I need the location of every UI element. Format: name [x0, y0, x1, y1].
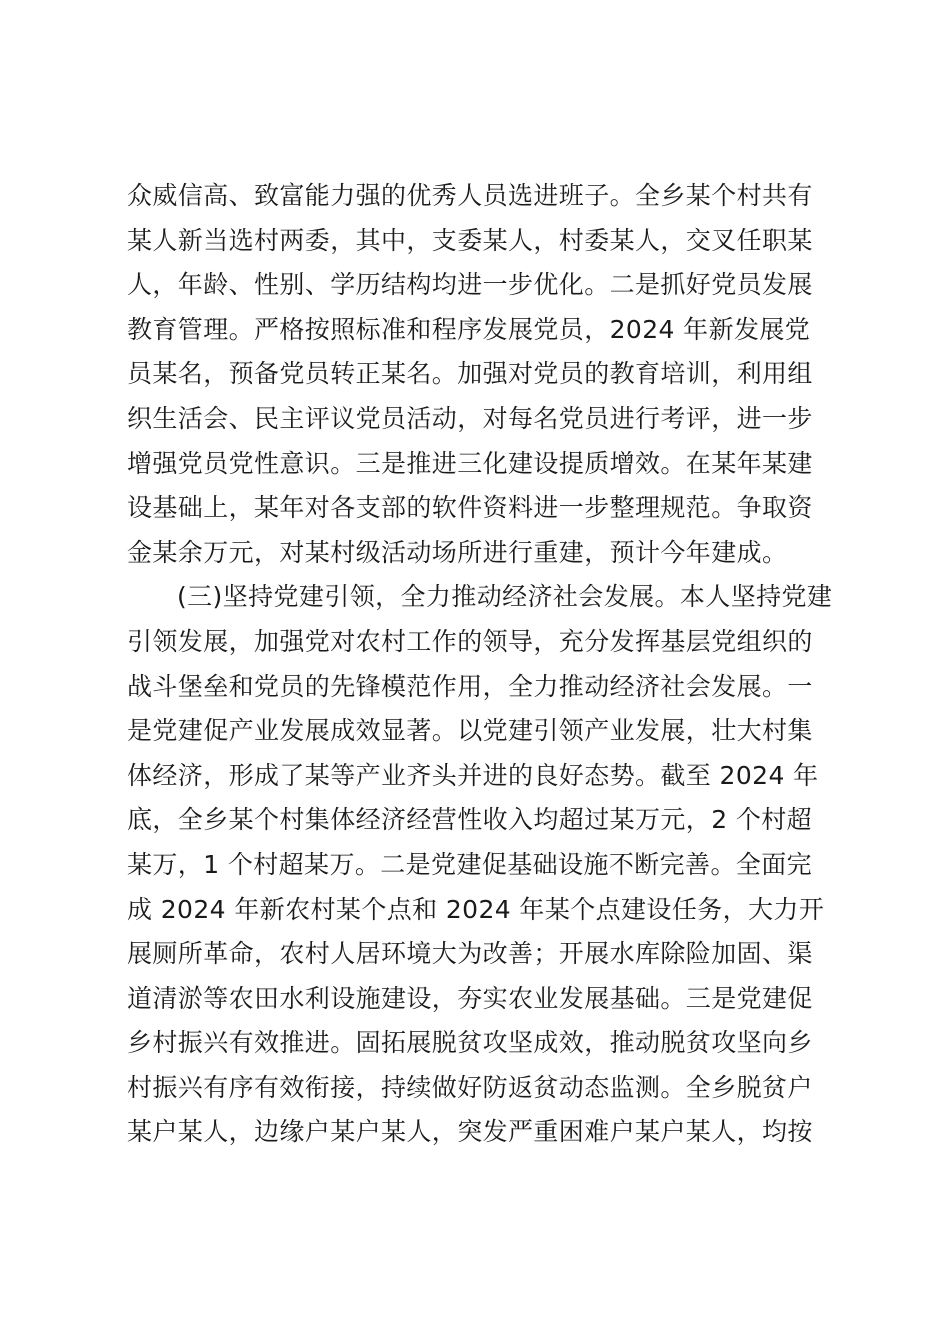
text-line: 增强党员党性意识。三是推进三化建设提质增效。在某年某建 — [127, 448, 813, 478]
text-line: 是党建促产业发展成效显著。以党建引领产业发展，壮大村集 — [127, 716, 813, 746]
text-line: 教育管理。严格按照标准和程序发展党员，2024 年新发展党 — [127, 314, 811, 344]
text-line: 底，全乡某个村集体经济经营性收入均超过某万元，2 个村超 — [127, 805, 813, 835]
text-line: 员某名，预备党员转正某名。加强对党员的教育培训，利用组 — [127, 359, 813, 389]
text-line: 金某余万元，对某村级活动场所进行重建，预计今年建成。 — [127, 537, 788, 567]
text-line: 村振兴有序有效衔接，持续做好防返贫动态监测。全乡脱贫户 — [127, 1072, 813, 1102]
text-line: 织生活会、民主评议党员活动，对每名党员进行考评，进一步 — [127, 403, 813, 433]
text-line: 人，年龄、性别、学历结构均进一步优化。二是抓好党员发展 — [127, 270, 813, 300]
text-line: 某户某人，边缘户某户某人，突发严重困难户某户某人，均按 — [127, 1117, 813, 1147]
text-line: 某人新当选村两委，其中，支委某人，村委某人，交叉任职某 — [127, 225, 813, 255]
text-line: 体经济，形成了某等产业齐头并进的良好态势。截至 2024 年 — [127, 760, 819, 790]
text-line: 战斗堡垒和党员的先锋模范作用，全力推动经济社会发展。一 — [127, 671, 813, 701]
text-line: 设基础上，某年对各支部的软件资料进一步整理规范。争取资 — [127, 493, 813, 523]
text-line: 乡村振兴有效推进。固拓展脱贫攻坚成效，推动脱贫攻坚向乡 — [127, 1028, 813, 1058]
text-line: 众威信高、致富能力强的优秀人员选进班子。全乡某个村共有 — [127, 181, 813, 210]
text-line: 成 2024 年新农村某个点和 2024 年某个点建设任务，大力开 — [127, 894, 825, 924]
body-text — [127, 174, 833, 1155]
text-line: 引领发展，加强党对农村工作的领导，充分发挥基层党组织的 — [127, 626, 813, 656]
text-line: 展厕所革命，农村人居环境大为改善；开展水库除险加固、渠 — [127, 939, 813, 969]
text-line: 某万，1 个村超某万。二是党建促基础设施不断完善。全面完 — [127, 849, 813, 879]
text-line: 道清淤等农田水利设施建设，夯实农业发展基础。三是党建促 — [127, 983, 813, 1013]
section-heading-line: (三)坚持党建引领，全力推动经济社会发展。本人坚持党建 — [177, 582, 833, 612]
